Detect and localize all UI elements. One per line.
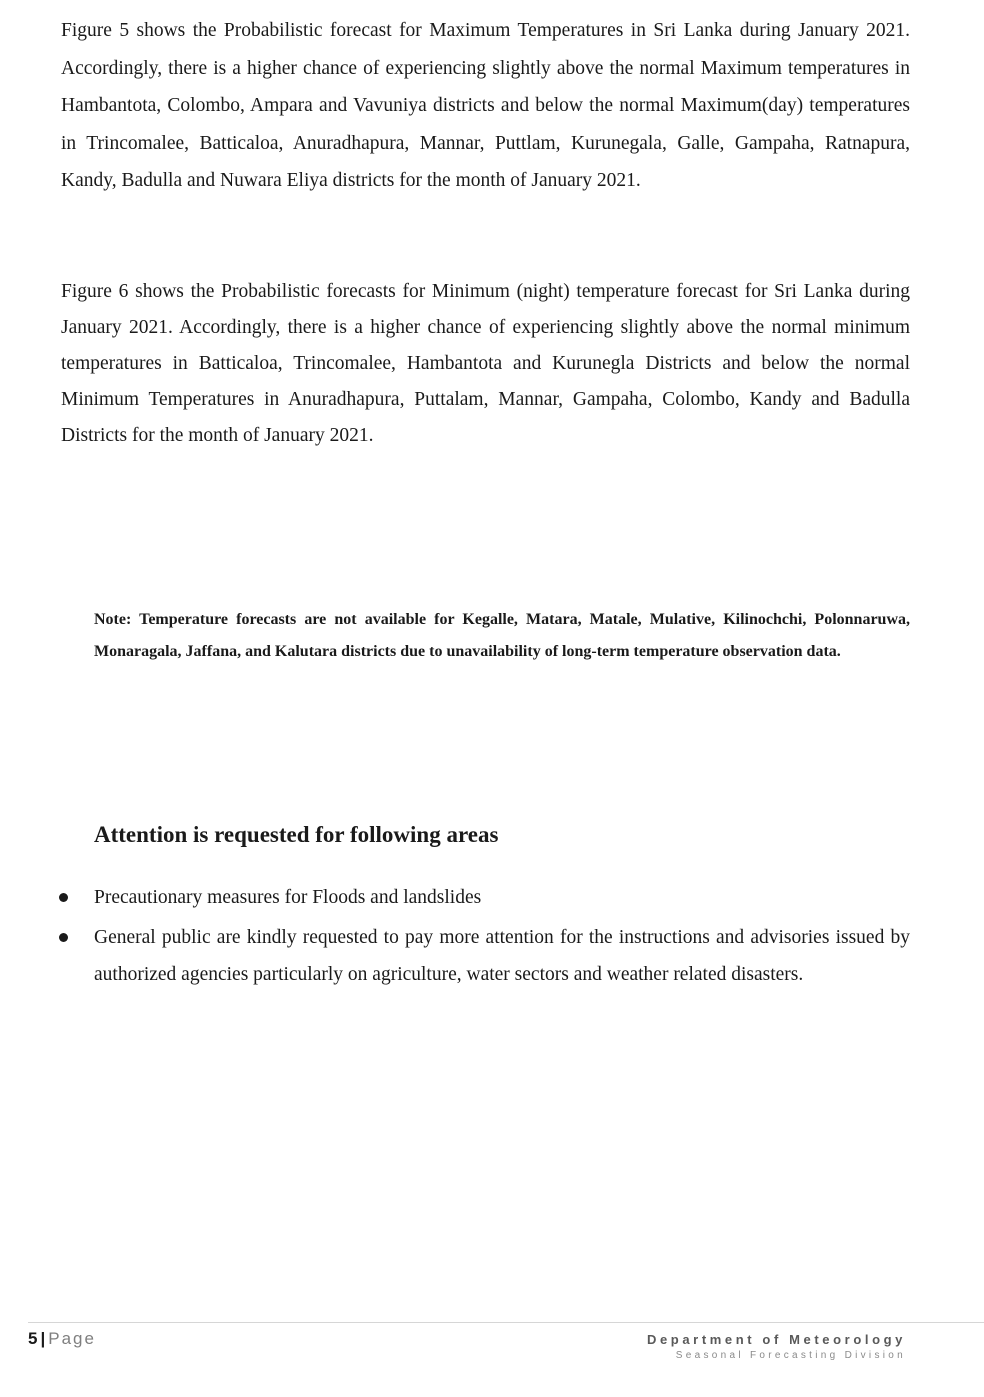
page-separator: | (40, 1329, 46, 1348)
page-label: Page (48, 1329, 96, 1348)
bullet-icon (59, 933, 68, 942)
footer-page-number (28, 1327, 96, 1351)
attention-list (94, 879, 910, 996)
department-name: Department of Meteorology (646, 1332, 906, 1347)
attention-item-text: General public are kindly requested to pay more attention for the instructions and advisories issued by authorized agencies particularly on agriculture, water sectors and weather related disasters. (94, 926, 910, 985)
paragraph-figure5-max-temperature: Figure 5 shows the Probabilistic forecast for Maximum Temperatures in Sri Lanka during January 2021. Accordingly, there is a higher chance of experiencing slightly above the normal Maximum temperatures in Hambantota, Colombo, Ampara and Vavuniya districts and below the normal Maximum(day) temperatures in Trincomalee, Batticaloa, Anuradhapura, Mannar, Puttlam, Kurunegala, Galle, Gampaha, Ratnapura, Kandy, Badulla and Nuwara Eliya districts for the month of January 2021. (61, 20, 910, 191)
attention-item (94, 879, 910, 917)
bullet-icon (59, 893, 68, 902)
attention-heading: Attention is requested for following areas (94, 822, 499, 847)
note-unavailable-districts: Note: Temperature forecasts are not available for Kegalle, Matara, Matale, Mulative, Kilinochchi, Polonnaruwa, Monaragala, Jaffana, and Kalutara districts due to unavailability of long-term temperature observation data. (94, 611, 910, 660)
attention-item-text: Precautionary measures for Floods and landslides (94, 887, 482, 908)
footer-divider (28, 1322, 984, 1323)
division-name: Seasonal Forecasting Division (675, 1350, 906, 1361)
footer-department (647, 1331, 906, 1363)
attention-item (94, 919, 910, 994)
paragraph-figure6-min-temperature: Figure 6 shows the Probabilistic forecasts for Minimum (night) temperature forecast for Sri Lanka during January 2021. Accordingly, there is a higher chance of experiencing slightly above the normal minimum temperatures in Batticaloa, Trincomalee, Hambantota and Kurunegla Districts and below the normal Minimum Temperatures in Anuradhapura, Puttalam, Mannar, Gampaha, Colombo, Kandy and Badulla Districts for the month of January 2021. (61, 281, 910, 446)
page-number: 5 (28, 1329, 38, 1348)
